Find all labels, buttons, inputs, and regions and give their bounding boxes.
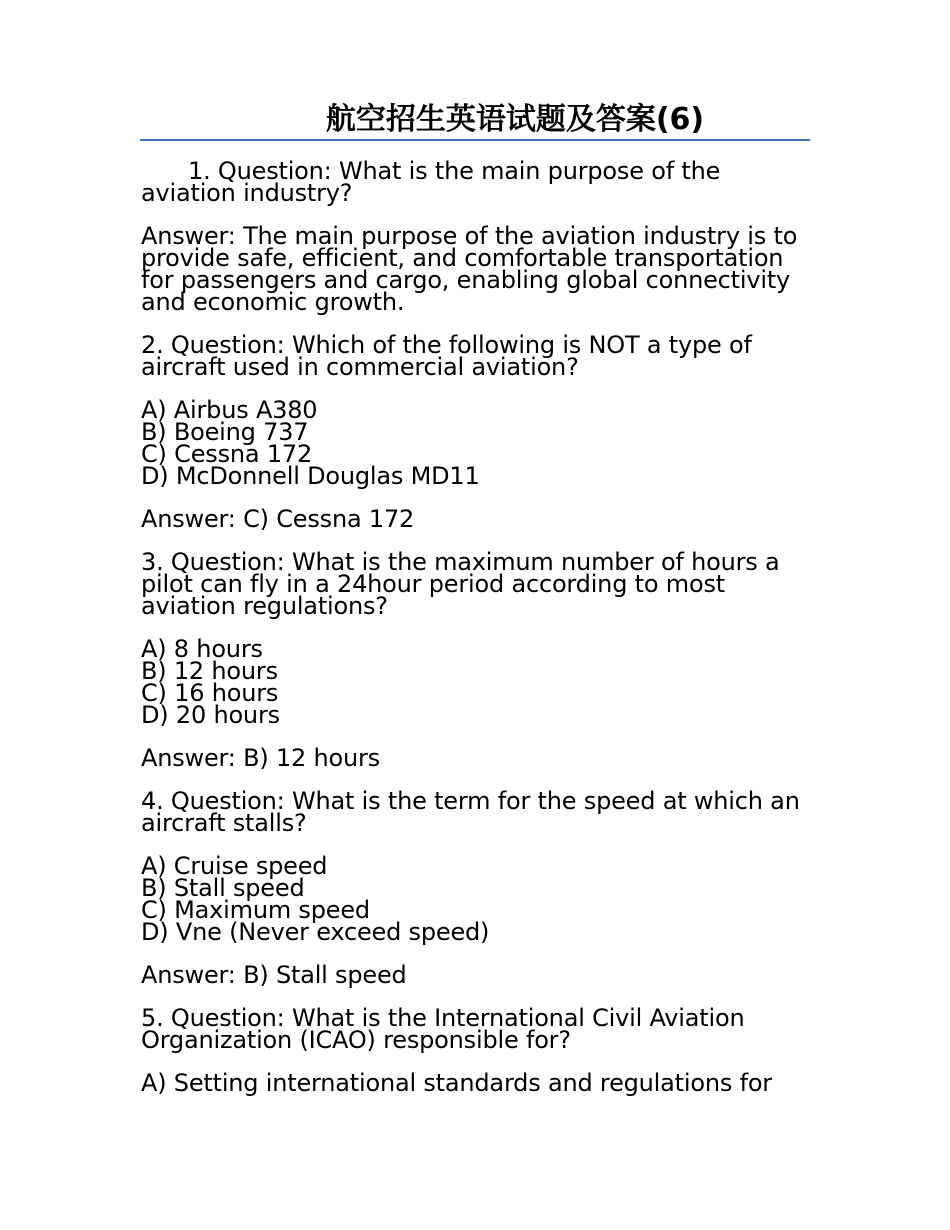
option-5a: A) Setting international standards and regulations for (141, 1069, 772, 1097)
option-3c: C) 16 hours (141, 679, 279, 707)
option-4a: A) Cruise speed (141, 852, 328, 880)
options-5 (141, 1069, 811, 1097)
options-2 (141, 396, 811, 490)
answer-3: Answer: B) 12 hours (141, 744, 380, 772)
option-2b: B) Boeing 737 (141, 418, 309, 446)
title-underline (140, 139, 810, 141)
page-title: 航空招生英语试题及答案(6) (325, 102, 705, 137)
answer-4: Answer: B) Stall speed (141, 961, 407, 989)
question-5: 5. Question: What is the International Civil Aviation Organization (ICAO) responsible for? (141, 1004, 745, 1054)
answer-1: Answer: The main purpose of the aviation industry is to provide safe, efficient, and comfortable transportation for passengers and cargo, enabling global connectivity and economic growth. (141, 222, 798, 316)
question-4: 4. Question: What is the term for the speed at which an aircraft stalls? (141, 787, 800, 837)
option-3a: A) 8 hours (141, 635, 263, 663)
option-4d: D) Vne (Never exceed speed) (141, 918, 490, 946)
options-4 (141, 852, 811, 946)
question-2: 2. Question: Which of the following is NOT a type of aircraft used in commercial aviation? (141, 331, 752, 381)
option-2c: C) Cessna 172 (141, 440, 313, 468)
option-4b: B) Stall speed (141, 874, 305, 902)
options-3 (141, 635, 811, 729)
answer-2: Answer: C) Cessna 172 (141, 505, 415, 533)
option-4c: C) Maximum speed (141, 896, 370, 924)
option-2a: A) Airbus A380 (141, 396, 318, 424)
question-3: 3. Question: What is the maximum number of hours a pilot can fly in a 24hour period according to most aviation regulations? (141, 548, 780, 620)
question-1: 1. Question: What is the main purpose of the aviation industry? (141, 157, 721, 207)
document-body (141, 157, 811, 1115)
option-3d: D) 20 hours (141, 701, 280, 729)
option-2d: D) McDonnell Douglas MD11 (141, 462, 480, 490)
option-3b: B) 12 hours (141, 657, 278, 685)
